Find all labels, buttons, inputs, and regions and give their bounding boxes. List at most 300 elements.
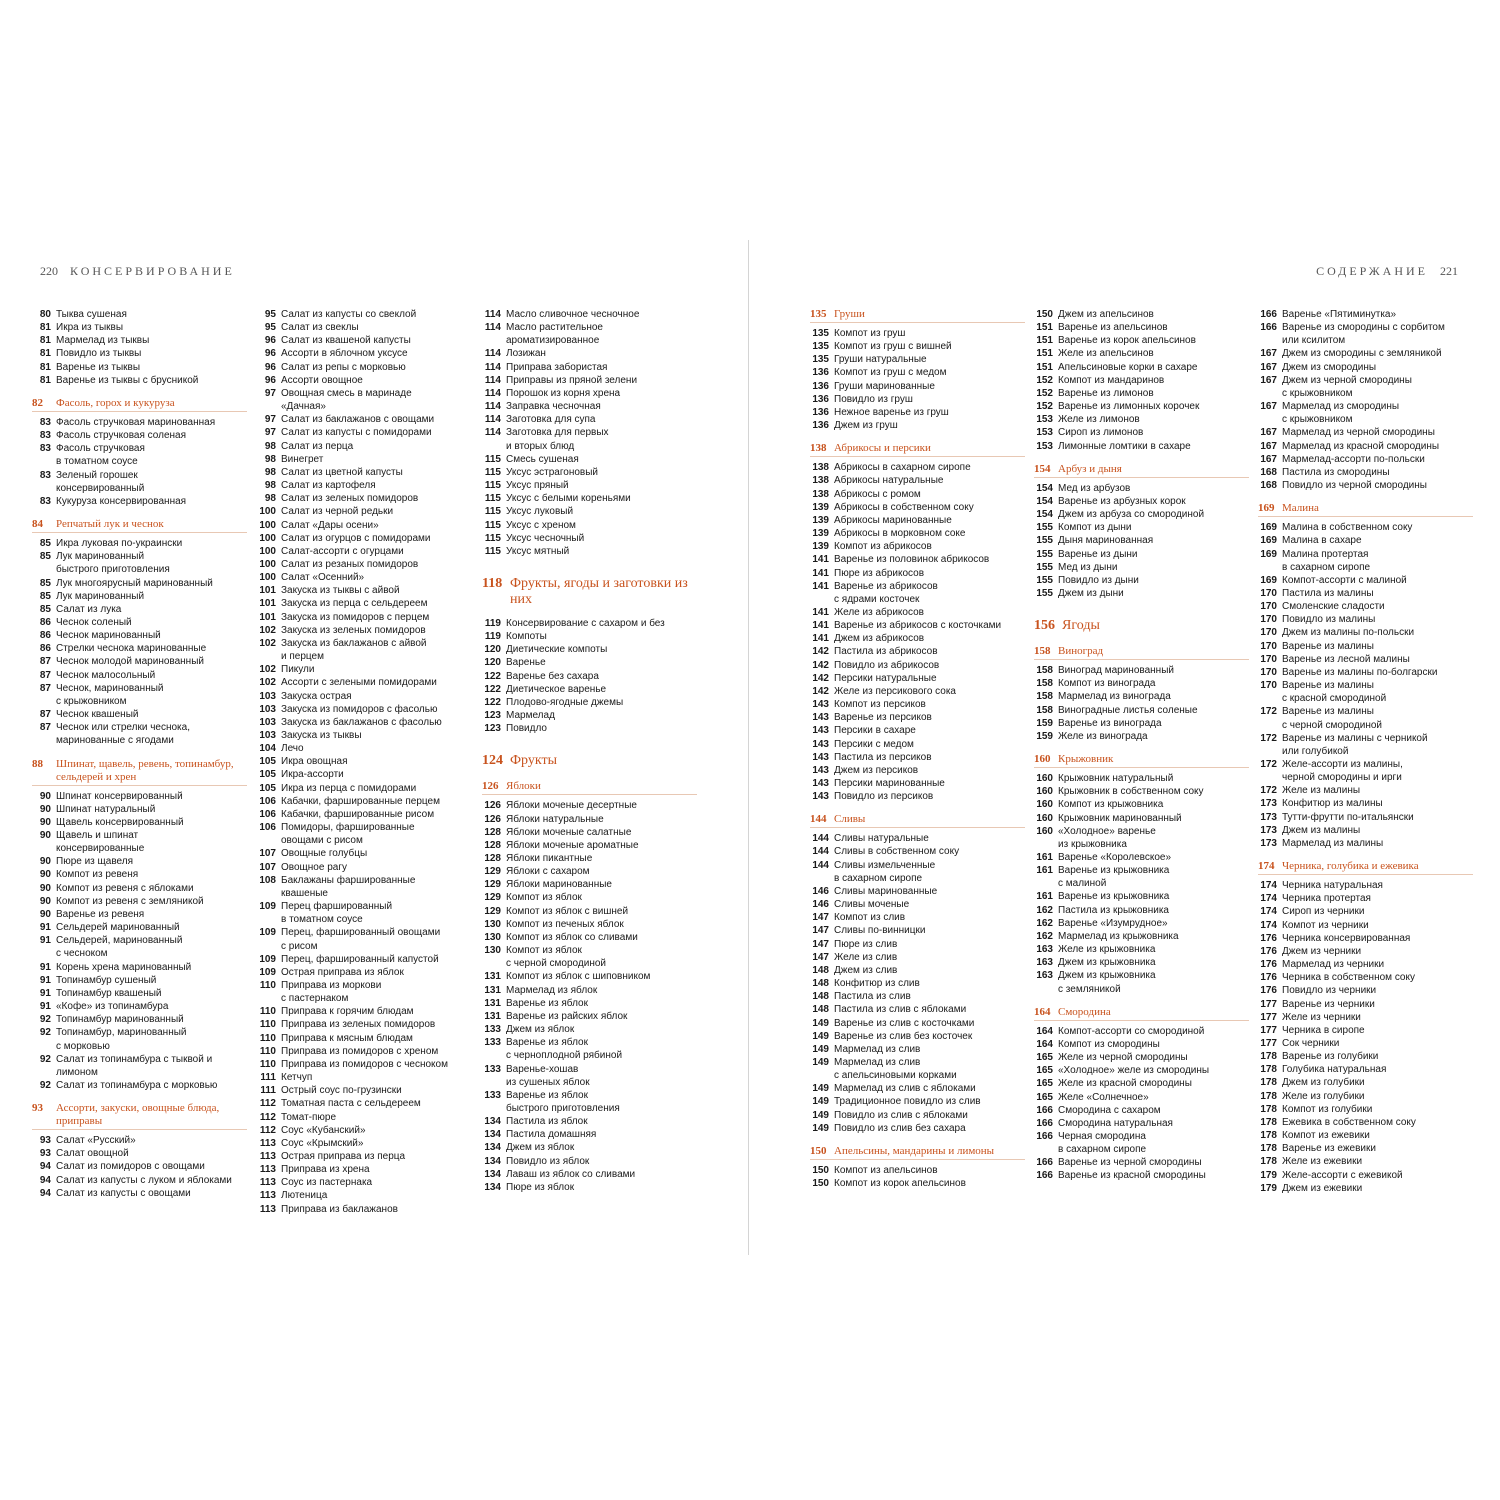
page-number: 154 bbox=[1036, 482, 1053, 494]
page-number: 115 bbox=[484, 493, 501, 505]
page-number: 159 bbox=[1036, 730, 1053, 742]
page-number: 85 bbox=[39, 590, 51, 602]
entry-title: Повидло из черники bbox=[1282, 985, 1377, 997]
entry-title: Желе-ассорти из малины, bbox=[1282, 759, 1403, 770]
toc-entry bbox=[482, 617, 697, 630]
entry-title: Варенье из половинок абрикосов bbox=[834, 554, 990, 566]
page-number: 149 bbox=[812, 1109, 829, 1121]
page-number: 115 bbox=[484, 480, 501, 492]
toc-entry bbox=[810, 366, 1025, 379]
entry-title: Пастила из яблок bbox=[506, 1116, 588, 1128]
page-number: 165 bbox=[1036, 1091, 1053, 1103]
page-number: 151 bbox=[1036, 335, 1053, 347]
page-number: 92 bbox=[39, 1014, 51, 1026]
entry-title: Мармелад bbox=[506, 710, 555, 722]
toc-entry bbox=[1034, 1064, 1249, 1077]
page-number: 81 bbox=[39, 374, 51, 386]
page-number bbox=[1034, 838, 1058, 851]
entry-title: Джем из груш bbox=[834, 420, 898, 432]
toc-entry bbox=[810, 1017, 1025, 1030]
entry-title: Уксус с белыми кореньями bbox=[506, 493, 631, 505]
page-number: 149 bbox=[812, 1083, 829, 1095]
entry-title: Закуска из тыквы bbox=[281, 730, 362, 741]
entry-title: с малиной bbox=[1058, 878, 1107, 890]
toc-entry bbox=[482, 519, 697, 532]
entry-title: Виноградные листья соленые bbox=[1058, 704, 1198, 716]
entry-title: Черника в сиропе bbox=[1282, 1024, 1365, 1036]
entry-title: Сливы по-винницки bbox=[834, 925, 926, 937]
page-number: 138 bbox=[812, 488, 829, 500]
page-number: 165 bbox=[1036, 1052, 1053, 1064]
page-number: 143 bbox=[812, 699, 829, 711]
entry-title: Повидло bbox=[506, 723, 547, 735]
entry-title: Черника натуральная bbox=[1282, 880, 1383, 892]
toc-entry bbox=[257, 703, 472, 716]
entry-title: Чеснок квашеный bbox=[56, 709, 139, 721]
page-number: 103 bbox=[259, 716, 276, 728]
entry-title: Яблоки моченые ароматные bbox=[506, 839, 639, 851]
page-number bbox=[1258, 561, 1282, 574]
page-number: 105 bbox=[259, 769, 276, 781]
entry-title: Компот из черники bbox=[1282, 919, 1369, 931]
entry-title: Джем из смородины с земляникой bbox=[1282, 348, 1442, 360]
toc-entry bbox=[1258, 1011, 1473, 1024]
page-number: 106 bbox=[259, 808, 276, 820]
page-number bbox=[482, 1076, 506, 1089]
toc-entry bbox=[32, 616, 247, 629]
entry-title: Закуска из помидоров с фасолью bbox=[281, 703, 438, 715]
toc-entry bbox=[1034, 877, 1249, 890]
entry-title: и перцем bbox=[281, 651, 324, 663]
page-number: 111 bbox=[260, 1072, 276, 1084]
toc-entry bbox=[810, 764, 1025, 777]
page-number: 98 bbox=[264, 466, 276, 478]
entry-title: и вторых блюд bbox=[506, 440, 575, 452]
page-number: 163 bbox=[1036, 957, 1053, 969]
entry-title: Компот из груш с вишней bbox=[834, 341, 952, 353]
page-number: 92 bbox=[39, 1079, 51, 1091]
toc-entry bbox=[1258, 758, 1473, 771]
page-number bbox=[1034, 1143, 1058, 1156]
page-number: 134 bbox=[484, 1168, 501, 1180]
page-number: 152 bbox=[1036, 387, 1053, 399]
toc-entry bbox=[810, 1095, 1025, 1108]
toc-entry bbox=[257, 479, 472, 492]
toc-entry bbox=[810, 419, 1025, 432]
toc-entry bbox=[482, 643, 697, 656]
entry-title: Перец фаршированный bbox=[281, 901, 393, 913]
toc-entry bbox=[482, 321, 697, 334]
entry-title: Черника консервированная bbox=[1282, 932, 1411, 944]
page-number: 143 bbox=[812, 751, 829, 763]
page-number: 108 bbox=[259, 874, 276, 886]
toc-entry bbox=[810, 406, 1025, 419]
entry-title: с морковью bbox=[56, 1040, 110, 1052]
page-number: 105 bbox=[259, 756, 276, 768]
toc-section-heading bbox=[482, 780, 697, 795]
entry-title: Чеснок или стрелки чеснока, bbox=[56, 722, 190, 734]
toc-entry bbox=[482, 440, 697, 453]
page-number: 167 bbox=[1260, 453, 1277, 465]
toc-entry bbox=[1258, 1129, 1473, 1142]
page-number: 143 bbox=[812, 764, 829, 776]
page-number: 169 bbox=[1260, 574, 1277, 586]
entry-title: быстрого приготовления bbox=[506, 1102, 620, 1114]
entry-title: Варенье «Изумрудное» bbox=[1058, 917, 1168, 929]
entry-title: Уксус с хреном bbox=[506, 519, 576, 531]
entry-title: Салат из капусты с луком и яблоками bbox=[56, 1174, 232, 1186]
toc-entry bbox=[1258, 334, 1473, 347]
toc-entry bbox=[1034, 798, 1249, 811]
toc-entry bbox=[32, 577, 247, 590]
toc-entry bbox=[810, 593, 1025, 606]
toc-entry bbox=[810, 777, 1025, 790]
entry-title: Компот из дыни bbox=[1058, 522, 1132, 534]
entry-title: Смородина с сахаром bbox=[1058, 1104, 1161, 1116]
entry-title: Сок черники bbox=[1282, 1037, 1340, 1049]
page-number: 174 bbox=[1260, 919, 1277, 931]
entry-title: Щавель и шпинат bbox=[56, 830, 139, 841]
toc-entry bbox=[1258, 1169, 1473, 1182]
toc-entry bbox=[482, 852, 697, 865]
toc-entry bbox=[257, 690, 472, 703]
toc-section-heading bbox=[1034, 645, 1249, 660]
toc-entry bbox=[810, 580, 1025, 593]
entry-title: Салат из черной редьки bbox=[281, 506, 394, 518]
entry-title: Топинамбур, маринованный bbox=[56, 1027, 187, 1039]
entry-title: Салат «Русский» bbox=[56, 1135, 136, 1147]
page-number: 172 bbox=[1260, 732, 1277, 744]
toc-entry bbox=[257, 1005, 472, 1018]
toc-entry bbox=[257, 1111, 472, 1124]
toc-entry bbox=[1258, 466, 1473, 479]
toc-entry bbox=[257, 387, 472, 400]
page-number: 173 bbox=[1260, 811, 1277, 823]
toc-entry bbox=[1034, 561, 1249, 574]
entry-title: Варенье «Пятиминутка» bbox=[1282, 309, 1397, 320]
page-number: 133 bbox=[484, 1024, 501, 1036]
page-number: 87 bbox=[39, 722, 51, 734]
entry-title: Фасоль стручковая соленая bbox=[56, 430, 187, 442]
toc-entry bbox=[257, 716, 472, 729]
page-number: 135 bbox=[812, 328, 829, 339]
toc-entry bbox=[32, 695, 247, 708]
page-number: 83 bbox=[39, 495, 51, 507]
page-number: 177 bbox=[1260, 1037, 1277, 1049]
toc-entry bbox=[257, 1150, 472, 1163]
toc-entry bbox=[1034, 1091, 1249, 1104]
page-number: 160 bbox=[1036, 825, 1053, 837]
entry-title: Приправа к мясным блюдам bbox=[281, 1032, 413, 1044]
page-number: 153 bbox=[1036, 427, 1053, 439]
toc-entry bbox=[1034, 904, 1249, 917]
toc-entry bbox=[810, 540, 1025, 553]
entry-title: Томат-пюре bbox=[281, 1111, 337, 1123]
page-number: 174 bbox=[1260, 906, 1277, 918]
entry-title: Соус из пастернака bbox=[281, 1177, 373, 1189]
entry-title: консервированный bbox=[56, 482, 145, 494]
page-number: 114 bbox=[484, 348, 501, 360]
page-number: 154 bbox=[1036, 509, 1053, 521]
page-number: 94 bbox=[39, 1174, 51, 1186]
entry-title: Лютеница bbox=[281, 1190, 328, 1202]
toc-entry bbox=[1258, 958, 1473, 971]
page-number: 158 bbox=[1034, 645, 1051, 658]
page-number: 158 bbox=[1036, 704, 1053, 716]
page-number: 148 bbox=[812, 964, 829, 976]
entry-title: Компот из яблок bbox=[506, 945, 582, 957]
entry-title: Джем из малины bbox=[1282, 824, 1361, 836]
entry-title: Варенье из яблок bbox=[506, 1089, 588, 1101]
page-number: 147 bbox=[812, 938, 829, 950]
page-number: 81 bbox=[39, 348, 51, 360]
entry-title: Шпинат, щавель, ревень, топинамбур, сельдерей и хрен bbox=[56, 757, 234, 783]
entry-title: Сливы в собственном соку bbox=[834, 846, 960, 858]
page-number: 122 bbox=[484, 670, 501, 682]
page-number: 105 bbox=[259, 782, 276, 794]
toc-entry bbox=[810, 872, 1025, 885]
entry-title: Компот из яблок bbox=[506, 892, 582, 904]
toc-entry bbox=[32, 442, 247, 455]
toc-entry bbox=[482, 865, 697, 878]
page-number: 98 bbox=[264, 453, 276, 465]
page-number bbox=[482, 334, 506, 347]
toc-entry bbox=[1034, 1117, 1249, 1130]
entry-title: Желе «Солнечное» bbox=[1058, 1091, 1149, 1103]
entry-title: Компот из слив bbox=[834, 912, 906, 924]
toc-entry bbox=[482, 630, 697, 643]
entry-title: Джем из крыжовника bbox=[1058, 970, 1156, 982]
entry-title: Приправа из баклажанов bbox=[281, 1203, 398, 1215]
toc-entry bbox=[482, 891, 697, 904]
entry-title: Джем из персиков bbox=[834, 764, 919, 776]
entry-title: Варенье из лимонных корочек bbox=[1058, 401, 1200, 413]
entry-title: Компот из винограда bbox=[1058, 678, 1156, 690]
page-number: 148 bbox=[812, 1004, 829, 1016]
toc-entry bbox=[32, 868, 247, 881]
toc-entry bbox=[482, 683, 697, 696]
page-number: 129 bbox=[484, 879, 501, 891]
entry-title: Салат из репы с морковью bbox=[281, 361, 406, 373]
page-number: 129 bbox=[484, 866, 501, 878]
page-number: 133 bbox=[484, 1037, 501, 1049]
entry-title: Варенье из голубики bbox=[1282, 1051, 1379, 1063]
entry-title: Томатная паста с сельдереем bbox=[281, 1098, 421, 1110]
toc-entry bbox=[1258, 679, 1473, 692]
page-number: 90 bbox=[39, 895, 51, 907]
entry-title: Репчатый лук и чеснок bbox=[56, 518, 164, 531]
toc-entry bbox=[810, 672, 1025, 685]
entry-title: Салат из лука bbox=[56, 603, 122, 615]
toc-entry bbox=[1258, 932, 1473, 945]
toc-entry bbox=[257, 361, 472, 374]
entry-title: Традиционное повидло из слив bbox=[834, 1096, 981, 1108]
entry-title: Персики с медом bbox=[834, 738, 914, 750]
toc-entry bbox=[1034, 574, 1249, 587]
entry-title: Ежевика в собственном соку bbox=[1282, 1116, 1416, 1128]
entry-title: Варенье из лимонов bbox=[1058, 387, 1154, 399]
entry-title: Закуска из помидоров с перцем bbox=[281, 611, 430, 623]
page-number: 136 bbox=[812, 393, 829, 405]
entry-title: Крыжовник в собственном соку bbox=[1058, 786, 1204, 798]
entry-title: Варенье из корок апельсинов bbox=[1058, 335, 1196, 347]
toc-entry bbox=[257, 940, 472, 953]
entry-title: Салат из перца bbox=[281, 440, 354, 452]
page-number: 97 bbox=[264, 387, 276, 399]
toc-entry bbox=[257, 453, 472, 466]
toc-entry bbox=[1034, 717, 1249, 730]
toc-entry bbox=[257, 1045, 472, 1058]
toc-entry bbox=[810, 751, 1025, 764]
toc-entry bbox=[482, 492, 697, 505]
page-number: 101 bbox=[259, 611, 276, 623]
page-number: 113 bbox=[259, 1203, 276, 1215]
entry-title: Ассорти, закуски, овощные блюда, приправы bbox=[56, 1102, 220, 1128]
toc-entry bbox=[1258, 479, 1473, 492]
toc-entry bbox=[32, 1187, 247, 1200]
entry-title: Абрикосы маринованные bbox=[834, 514, 952, 526]
page-number: 166 bbox=[1036, 1170, 1053, 1182]
entry-title: Салат из зеленых помидоров bbox=[281, 493, 419, 505]
toc-entry bbox=[810, 685, 1025, 698]
page-number: 91 bbox=[39, 922, 51, 934]
page-number: 122 bbox=[484, 696, 501, 708]
toc-entry bbox=[482, 970, 697, 983]
toc-entry bbox=[482, 1036, 697, 1049]
toc-entry bbox=[32, 1040, 247, 1053]
entry-title: Сливы маринованные bbox=[834, 885, 938, 897]
toc-entry bbox=[1034, 1169, 1249, 1182]
toc-entry bbox=[32, 590, 247, 603]
entry-title: «Кофе» из топинамбура bbox=[56, 1001, 169, 1013]
toc-entry bbox=[32, 1079, 247, 1092]
page-number: 150 bbox=[810, 1144, 827, 1157]
toc-entry bbox=[482, 334, 697, 347]
toc-entry bbox=[1258, 998, 1473, 1011]
page-number: 144 bbox=[812, 833, 829, 845]
toc-entry bbox=[1034, 587, 1249, 600]
toc-entry bbox=[257, 821, 472, 834]
toc-entry bbox=[810, 553, 1025, 566]
entry-title: Мармелад из черники bbox=[1282, 959, 1385, 971]
page-number bbox=[1258, 334, 1282, 347]
toc-entry bbox=[1034, 347, 1249, 360]
page-number: 139 bbox=[812, 528, 829, 540]
toc-entry bbox=[810, 698, 1025, 711]
toc-entry bbox=[810, 1109, 1025, 1122]
entry-title: Фасоль, горох и кукуруза bbox=[56, 396, 175, 409]
page-number: 114 bbox=[484, 361, 501, 373]
toc-entry bbox=[257, 1058, 472, 1071]
page-number bbox=[1258, 719, 1282, 732]
toc-entry bbox=[810, 845, 1025, 858]
toc-entry bbox=[810, 738, 1025, 751]
entry-title: с черной смородиной bbox=[1282, 719, 1382, 731]
entry-title: Закуска острая bbox=[281, 690, 352, 702]
toc-entry bbox=[257, 347, 472, 360]
page-number: 90 bbox=[39, 816, 51, 828]
page-number: 87 bbox=[39, 669, 51, 681]
entry-title: Яблоки маринованные bbox=[506, 879, 612, 891]
page-number: 164 bbox=[1034, 1005, 1051, 1018]
toc-entry bbox=[257, 426, 472, 439]
toc-entry bbox=[257, 611, 472, 624]
page-number: 100 bbox=[259, 545, 276, 557]
toc-entry bbox=[1258, 613, 1473, 626]
entry-title: Варенье из малины bbox=[1282, 640, 1374, 652]
toc-entry bbox=[32, 908, 247, 921]
entry-title: Зеленый горошек bbox=[56, 469, 138, 481]
page-number: 100 bbox=[259, 558, 276, 570]
entry-title: Икра-ассорти bbox=[281, 769, 344, 781]
toc-entry bbox=[32, 455, 247, 468]
entry-title: с земляникой bbox=[1058, 983, 1121, 995]
page-number: 114 bbox=[484, 322, 501, 334]
entry-title: консервированные bbox=[56, 843, 145, 855]
toc-entry bbox=[482, 1181, 697, 1194]
toc-entry bbox=[32, 361, 247, 374]
entry-title: с рисом bbox=[281, 940, 318, 952]
page-number: 106 bbox=[259, 822, 276, 834]
toc-entry bbox=[1258, 361, 1473, 374]
entry-title: из крыжовника bbox=[1058, 838, 1127, 850]
toc-entry bbox=[257, 584, 472, 597]
toc-entry bbox=[1034, 413, 1249, 426]
toc-section-heading bbox=[32, 397, 247, 412]
entry-title: Мед из дыни bbox=[1058, 561, 1118, 573]
entry-title: Фасоль стручковая bbox=[56, 443, 145, 455]
page-number: 85 bbox=[39, 551, 51, 563]
toc-entry bbox=[482, 905, 697, 918]
entry-title: Абрикосы с ромом bbox=[834, 488, 921, 500]
entry-title: Топинамбур сушеный bbox=[56, 974, 157, 986]
toc-entry bbox=[32, 1160, 247, 1173]
entry-title: Закуска из перца с сельдереем bbox=[281, 598, 428, 610]
page-number: 177 bbox=[1260, 998, 1277, 1010]
toc-entry bbox=[257, 795, 472, 808]
page-number: 170 bbox=[1260, 601, 1277, 613]
page-number: 165 bbox=[1036, 1078, 1053, 1090]
running-title-left: КОНСЕРВИРОВАНИЕ bbox=[70, 264, 235, 278]
toc-entry bbox=[257, 624, 472, 637]
entry-title: Сироп из лимонов bbox=[1058, 427, 1144, 439]
toc-entry bbox=[1258, 1182, 1473, 1195]
toc-entry bbox=[810, 527, 1025, 540]
page-number: 103 bbox=[259, 690, 276, 702]
entry-title: Пастила из крыжовника bbox=[1058, 904, 1169, 916]
entry-title: с черноплодной рябиной bbox=[506, 1050, 623, 1062]
entry-title: Перец, фаршированный капустой bbox=[281, 953, 439, 965]
page-number bbox=[32, 455, 56, 468]
toc-entry bbox=[810, 859, 1025, 872]
page-number: 88 bbox=[32, 757, 43, 770]
toc-entry bbox=[1258, 374, 1473, 387]
page-number: 146 bbox=[812, 899, 829, 911]
entry-title: Смородина натуральная bbox=[1058, 1117, 1173, 1129]
page-number: 153 bbox=[1036, 440, 1053, 452]
toc-entry bbox=[1034, 969, 1249, 982]
page-number bbox=[257, 913, 281, 926]
page-number: 160 bbox=[1036, 786, 1053, 798]
entry-title: Уксус луковый bbox=[506, 506, 574, 518]
page-number: 124 bbox=[482, 753, 503, 769]
toc-entry bbox=[257, 847, 472, 860]
toc-entry bbox=[1034, 387, 1249, 400]
entry-title: Мармелад из слив bbox=[834, 1043, 921, 1055]
entry-title: Джем из смородины bbox=[1282, 361, 1377, 373]
entry-title: Сельдерей маринованный bbox=[56, 922, 180, 934]
entry-title: Консервирование с сахаром и без bbox=[506, 617, 665, 629]
